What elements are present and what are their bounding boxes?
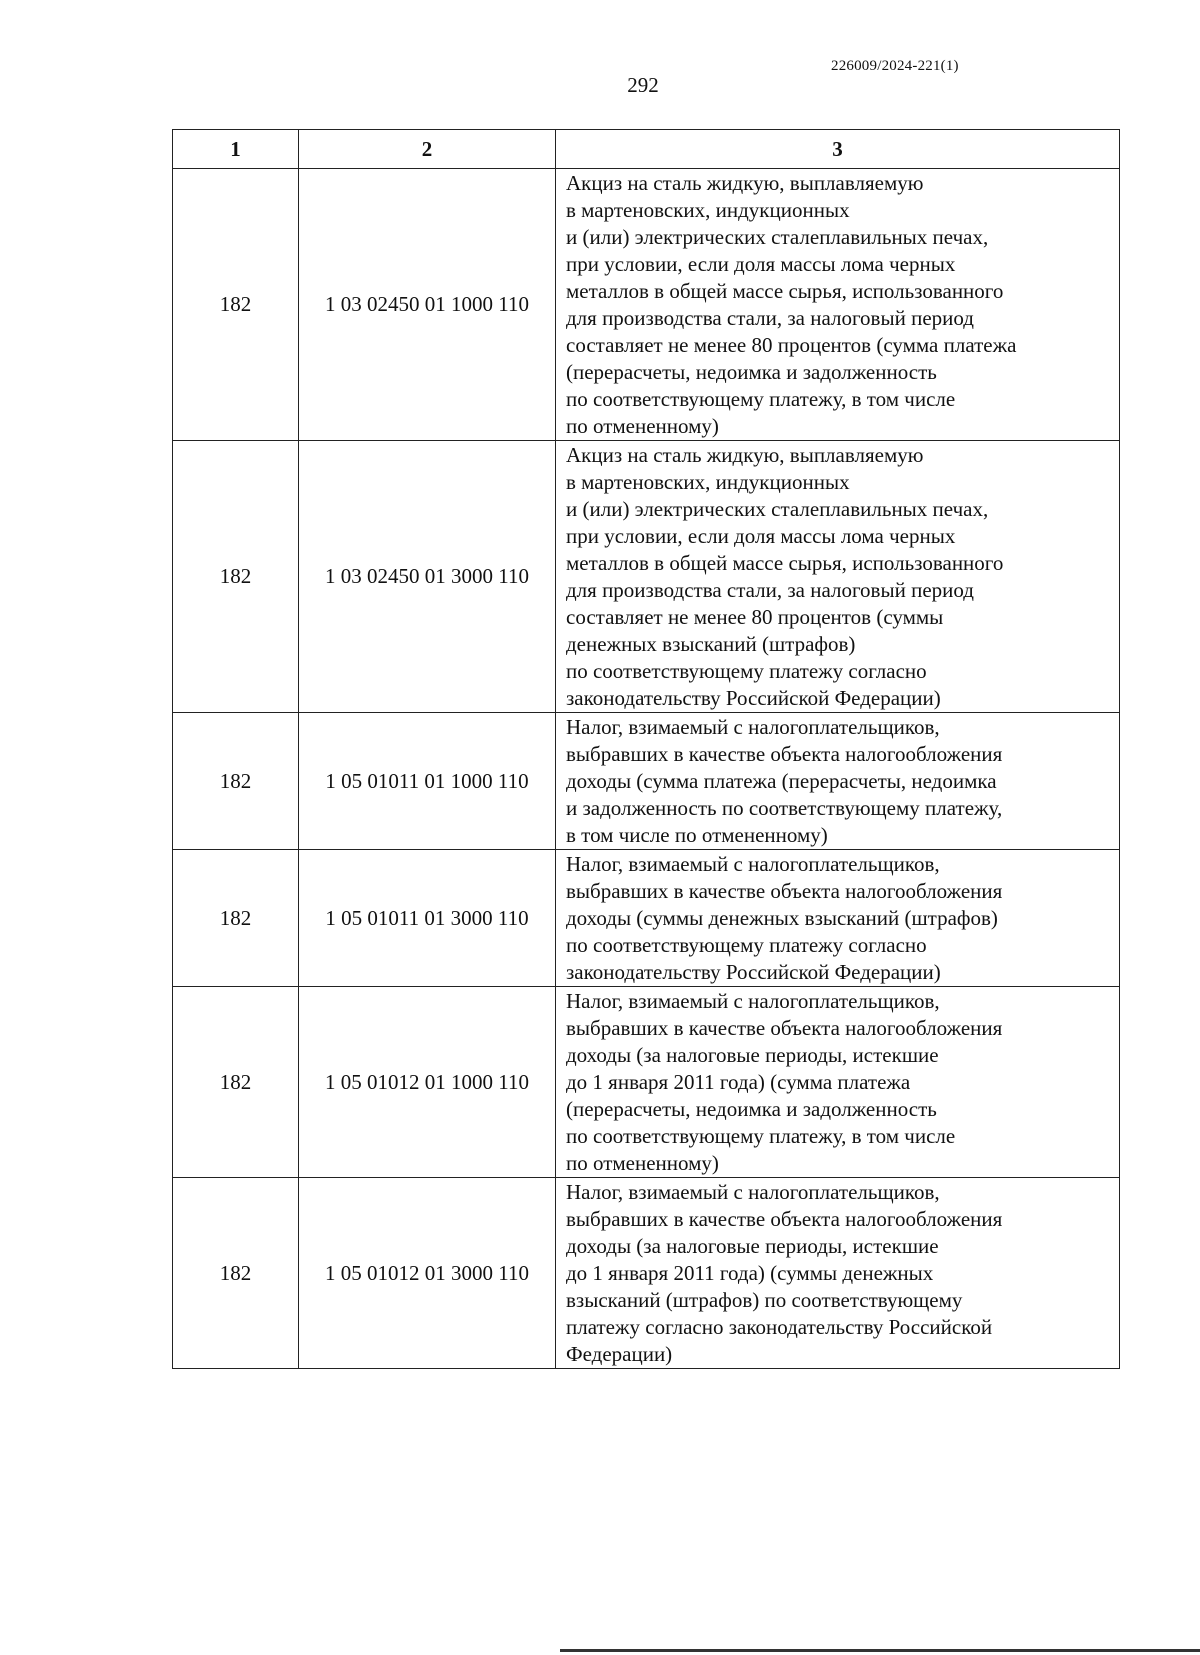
table-body	[173, 169, 1120, 1369]
administrator-code-cell: 182	[173, 441, 299, 713]
table-row	[173, 850, 1120, 987]
administrator-code-cell: 182	[173, 169, 299, 441]
income-description-cell: Акциз на сталь жидкую, выплавляемую в мартеновских, индукционных и (или) электрических сталеплавильных печах, при условии, если доля массы лома черных металлов в общей массе сырья, использованного для производства стали, за налоговый период составляет не менее 80 процентов (суммы денежных взысканий (штрафов) по соответствующему платежу согласно законодательству Российской Федерации)	[556, 441, 1120, 713]
income-description-cell: Налог, взимаемый с налогоплательщиков, выбравших в качестве объекта налогообложения доходы (суммы денежных взысканий (штрафов) по соответствующему платежу согласно законодательству Российской Федерации)	[556, 850, 1120, 987]
income-description-cell: Акциз на сталь жидкую, выплавляемую в мартеновских, индукционных и (или) электрических сталеплавильных печах, при условии, если доля массы лома черных металлов в общей массе сырья, использованного для производства стали, за налоговый период составляет не менее 80 процентов (сумма платежа (перерасчеты, недоимка и задолженность по соответствующему платежу, в том числе по отмененному)	[556, 169, 1120, 441]
table-row	[173, 169, 1120, 441]
budget-codes-table	[172, 129, 1120, 1369]
budget-classification-code-cell: 1 05 01011 01 1000 110	[299, 713, 556, 850]
column-header-2: 2	[299, 130, 556, 169]
table-row	[173, 1178, 1120, 1369]
administrator-code-cell: 182	[173, 1178, 299, 1369]
budget-classification-code-cell: 1 05 01012 01 1000 110	[299, 987, 556, 1178]
column-header-3: 3	[556, 130, 1120, 169]
page-number: 292	[627, 73, 659, 97]
table-row	[173, 987, 1120, 1178]
table-header-row	[173, 130, 1120, 169]
column-header-1: 1	[173, 130, 299, 169]
budget-classification-code-cell: 1 03 02450 01 3000 110	[299, 441, 556, 713]
income-description-cell: Налог, взимаемый с налогоплательщиков, выбравших в качестве объекта налогообложения доходы (сумма платежа (перерасчеты, недоимка и задолженность по соответствующему платежу, в том числе по отмененному)	[556, 713, 1120, 850]
income-description-cell: Налог, взимаемый с налогоплательщиков, выбравших в качестве объекта налогообложения доходы (за налоговые периоды, истекшие до 1 января 2011 года) (суммы денежных взысканий (штрафов) по соответствующему платежу согласно законодательству Российской Федерации)	[556, 1178, 1120, 1369]
income-description-cell: Налог, взимаемый с налогоплательщиков, выбравших в качестве объекта налогообложения доходы (за налоговые периоды, истекшие до 1 января 2011 года) (сумма платежа (перерасчеты, недоимка и задолженность по соответствующему платежу, в том числе по отмененному)	[556, 987, 1120, 1178]
table-row	[173, 441, 1120, 713]
document-registration-number: 226009/2024-221(1)	[831, 58, 959, 74]
budget-classification-code-cell: 1 03 02450 01 1000 110	[299, 169, 556, 441]
table-header	[173, 130, 1120, 169]
table-row	[173, 713, 1120, 850]
scan-edge-line	[560, 1649, 1200, 1652]
administrator-code-cell: 182	[173, 987, 299, 1178]
budget-classification-code-cell: 1 05 01012 01 3000 110	[299, 1178, 556, 1369]
administrator-code-cell: 182	[173, 850, 299, 987]
administrator-code-cell: 182	[173, 713, 299, 850]
budget-classification-code-cell: 1 05 01011 01 3000 110	[299, 850, 556, 987]
